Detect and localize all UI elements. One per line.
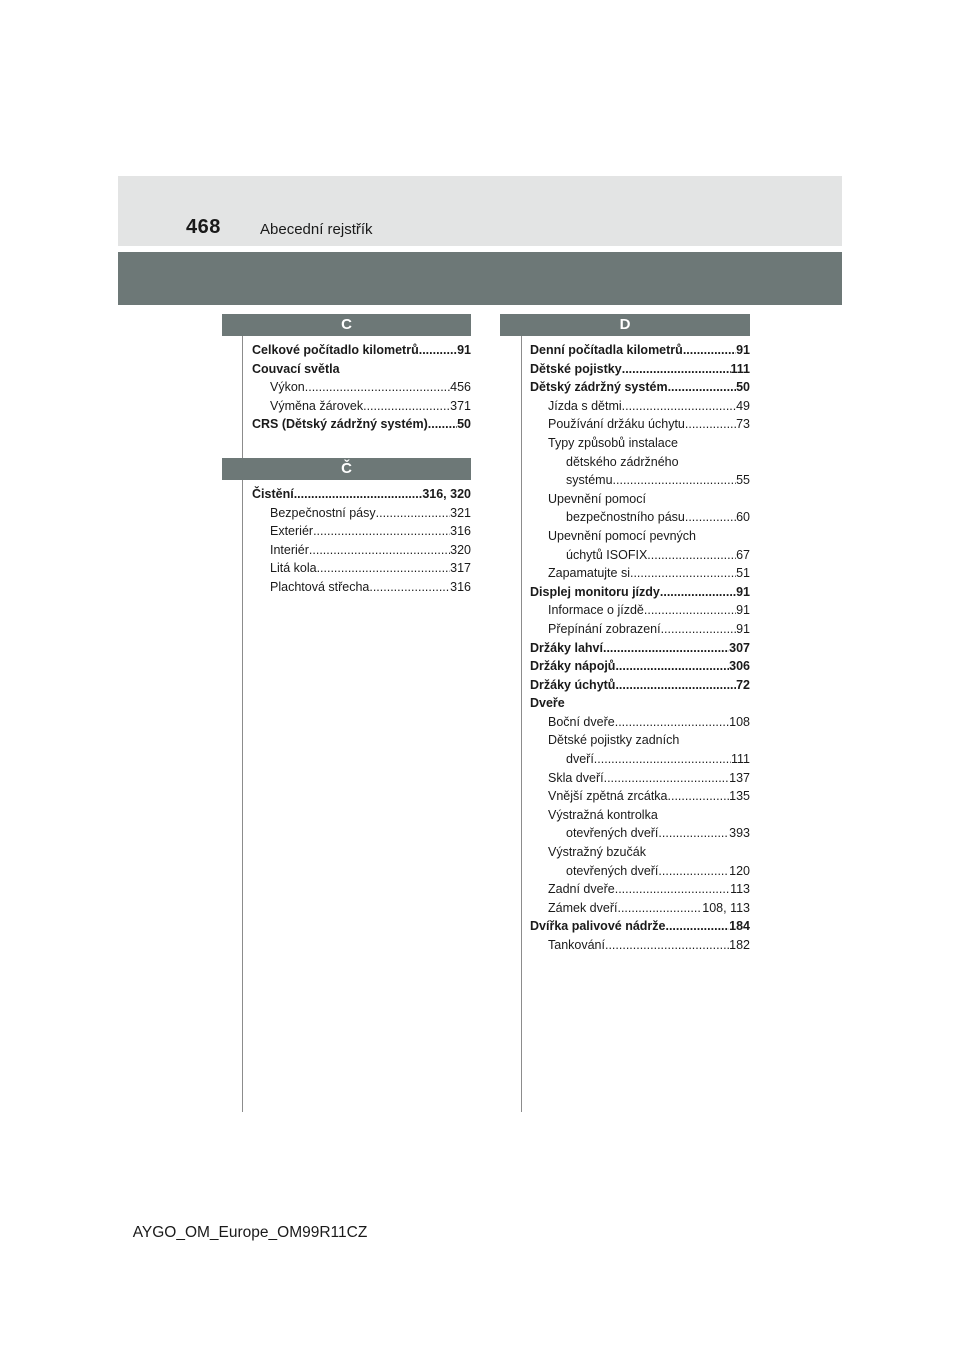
- page-number: 468: [186, 216, 221, 238]
- index-entry: Držáky úchytů ..... 72: [530, 676, 750, 695]
- index-entry: Čistění ..... 316, 320: [252, 485, 471, 504]
- index-entry: Interiér ..... 320: [252, 541, 471, 560]
- index-entry: Skla dveří ..... 137: [530, 769, 750, 788]
- index-entry: Bezpečnostní pásy ..... 321: [252, 504, 471, 523]
- page-title: Abecední rejstřík: [260, 221, 373, 238]
- index-entry: Jízda s dětmi ..... 49: [530, 397, 750, 416]
- index-entry: Zadní dveře ..... 113: [530, 880, 750, 899]
- index-entry: bezpečnostního pásu ..... 60: [530, 508, 750, 527]
- index-column-left: [222, 314, 471, 597]
- header-dark-band: [118, 252, 842, 305]
- index-entry: Upevnění pomocí pevných: [548, 528, 697, 543]
- letter-header-ch: Č: [222, 458, 471, 480]
- index-entry: dveří ..... 111: [530, 750, 750, 769]
- letter-header-c: C: [222, 314, 471, 336]
- document-code: AYGO_OM_Europe_OM99R11CZ: [132, 1224, 368, 1241]
- index-entry: Dvířka palivové nádrže ..... 184: [530, 917, 750, 936]
- index-entry: úchytů ISOFIX ..... 67: [530, 546, 750, 565]
- index-entry: Displej monitoru jízdy ..... 91: [530, 583, 750, 602]
- index-entry: Zámek dveří ..... 108, 113: [530, 899, 750, 918]
- index-entry: Dveře: [530, 696, 565, 711]
- index-entry: Tankování ..... 182: [530, 936, 750, 955]
- index-entry: otevřených dveří ..... 393: [530, 824, 750, 843]
- index-entry: Upevnění pomocí: [548, 491, 646, 506]
- index-entry: Používání držáku úchytu ..... 73: [530, 415, 750, 434]
- index-entry: Držáky lahví ..... 307: [530, 639, 750, 658]
- index-entry: Informace o jízdě ..... 91: [530, 601, 750, 620]
- letter-header-d: D: [500, 314, 750, 336]
- index-entry: Exteriér ..... 316: [252, 522, 471, 541]
- index-entry: Couvací světla: [252, 361, 340, 376]
- entry-list-d: [500, 336, 750, 955]
- index-entry: Zapamatujte si ..... 51: [530, 564, 750, 583]
- index-entry: Dětské pojistky ..... 111: [530, 360, 750, 379]
- index-entry: Výkon ..... 456: [252, 378, 471, 397]
- index-entry: Dětské pojistky zadních: [548, 733, 680, 748]
- index-entry: Vnější zpětná zrcátka ..... 135: [530, 787, 750, 806]
- index-entry: Výstražný bzučák: [548, 845, 646, 860]
- index-entry: Boční dveře ..... 108: [530, 713, 750, 732]
- index-entry: Držáky nápojů ..... 306: [530, 657, 750, 676]
- index-entry: Plachtová střecha ..... 316: [252, 578, 471, 597]
- index-entry: dětského zádržného: [566, 454, 679, 469]
- index-entry: otevřených dveří ..... 120: [530, 862, 750, 881]
- header-band: [118, 176, 842, 246]
- index-entry: Výměna žárovek ..... 371: [252, 397, 471, 416]
- index-entry: Typy způsobů instalace: [548, 435, 678, 450]
- index-entry: Celkové počítadlo kilometrů ..... 91: [252, 341, 471, 360]
- index-entry: CRS (Dětský zádržný systém) ..... 50: [252, 415, 471, 434]
- index-entry: systému ..... 55: [530, 471, 750, 490]
- index-entry: Denní počítadla kilometrů ..... 91: [530, 341, 750, 360]
- index-entry: Výstražná kontrolka: [548, 807, 658, 822]
- index-entry: Dětský zádržný systém ..... 50: [530, 378, 750, 397]
- index-entry: Litá kola ..... 317: [252, 559, 471, 578]
- index-entry: Přepínání zobrazení ..... 91: [530, 620, 750, 639]
- index-column-right: [500, 314, 750, 955]
- entry-list-ch: [222, 480, 471, 597]
- entry-list-c: [222, 336, 471, 458]
